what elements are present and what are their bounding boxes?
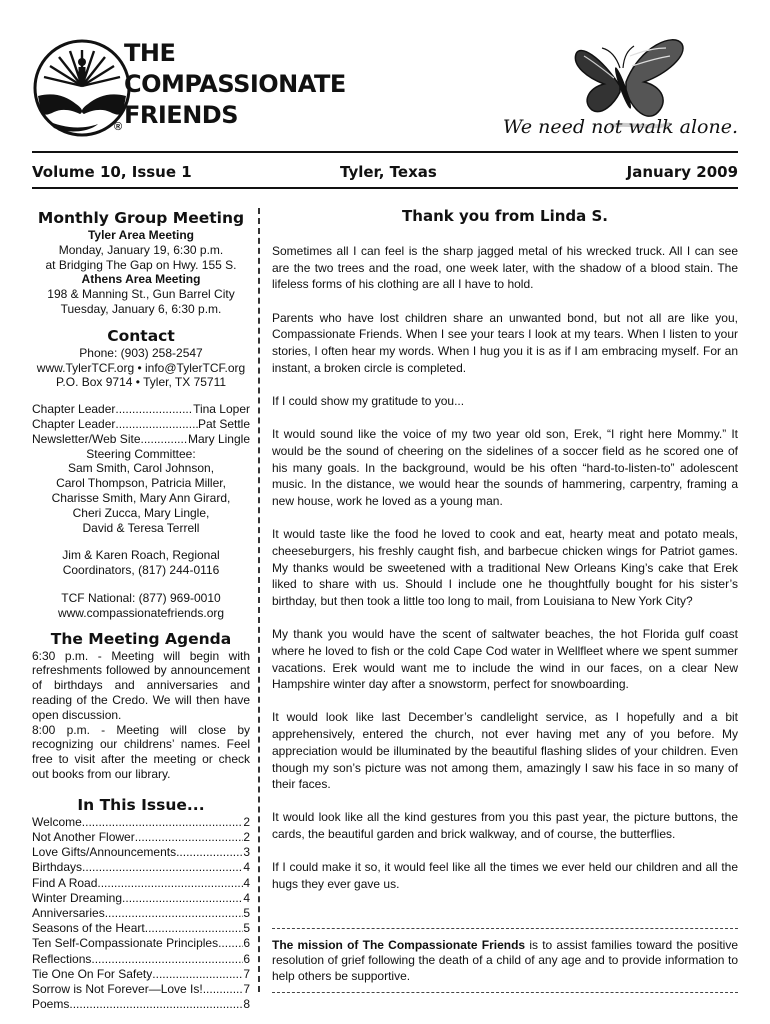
national-phone: TCF National: (877) 969-0010 [61,590,221,605]
contact-phone: Phone: (903) 258-2547 [79,345,203,360]
article-paragraph: It would taste like the food he loved to cook and eat, hearty meat and potato meals, cheeseburgers, his freshly caught fish, and barbecue chicken wings for Patriot games. My thanks would be sweetened with a traditional New Orleans King’s cake that Erek liked to share with us. Should I include one he thoughtfully bought for his sister’s birthday, but then took a little too long to mail, from Louisiana to New York City? [272,527,738,608]
org-name-line-2: COMPASSIONATE [124,70,346,98]
article-paragraph: My thank you would have the scent of saltwater beaches, the hot Florida gulf coast where he loved to fish or the cold Cape Cod water in Wellfleet where we spent summer vacations. Erek would want me to include the wind in our faces, on a clear New Hampshire winter day after a snowstorm, perfect for snowboarding. [272,627,738,692]
article-paragraph: Parents who have lost children share an unwanted bond, but not all are like you, Compassionate Friends. When I see your tears I look at my tears. When I listen to your stories, I often hear my words. When I hug you it is as if I am embracing myself. For an instant, a broken circle is completed. [272,310,738,375]
steering-line: David & Teresa Terrell [82,520,200,535]
national-web: www.compassionatefriends.org [57,605,225,620]
tyler-meeting-title: Tyler Area Meeting [87,228,195,242]
regional-line: Jim & Karen Roach, Regional [62,548,220,563]
article-title: Thank you from Linda S. [402,207,608,225]
toc-item: Love Gifts/Announcements ..... 3 [32,845,250,860]
toc-heading: In This Issue... [77,795,205,814]
tagline: We need not walk alone. [502,116,738,138]
column-divider [258,208,260,992]
regional-line: Coordinators, (817) 244-0116 [62,563,220,578]
location: Tyler, Texas [340,163,437,181]
article-paragraph: It would look like last December’s candlelight service, as I hopefully and a bit apprehensively, entered the church, not ever having met any of you before. My appreciation would be illuminated by the beautiful flashing slides of your children. Even though my son’s picture was not among them, amazingly I saw his face in so many of their faces. [272,710,738,792]
organization-name [124,38,404,131]
leader-row: Newsletter/Web Site ..... Mary Lingle [32,432,250,447]
mission-bottom-rule [272,992,738,993]
article-paragraph: If I could show my gratitude to you... [272,393,465,408]
athens-meeting-where: 198 & Manning St., Gun Barrel City [47,287,235,302]
meeting-heading: Monthly Group Meeting [37,209,245,227]
steering-title: Steering Committee: [86,446,196,461]
mission-top-rule [272,928,738,929]
contact-heading: Contact [107,326,175,345]
registered-mark: ® [114,121,123,133]
leader-row: Chapter Leader ..... Tina Loper [32,402,250,417]
mission-text: is to assist families toward the positive resolution of grief following the death of a child of any age and to provide information to help others be supportive. [272,938,739,983]
article-paragraph: It would sound like the voice of my two year old son, Erek, “I right here Mommy.” It would be the sound of cheering on the sidelines of a soccer field as he scored one of his many goals. In the background, would be his often “hard-to-listen-to” adolescent music. In the distance, we would hear the sounds of hammering, carpentry, framing a new house, work he loved as a young man. [272,427,738,508]
toc-item: Tie One On For Safety ..... 7 [32,967,250,982]
toc-item: Ten Self-Compassionate Principles ..... 6 [32,936,250,951]
volume-issue: Volume 10, Issue 1 [32,163,192,181]
mission-lead: The mission of The Compassionate Friends [272,938,526,952]
masthead-bottom-rule [32,187,738,189]
toc-item: Reflections ..... 6 [32,952,250,967]
leader-row: Chapter Leader ..... Pat Settle [32,417,250,432]
article-paragraph: It would look like all the kind gestures from you this past year, the picture buttons, the cards, the beautiful garden and brick walkway, and of course, the butterflies. [272,810,738,842]
tyler-meeting-where: at Bridging The Gap on Hwy. 155 S. [45,257,237,272]
agenda-text-2: 8:00 p.m. - Meeting will close by recognizing our childrens’ names. Feel free to visit after the meeting or check out books from our library. [32,722,250,781]
article [272,206,738,909]
masthead-top-rule [32,151,738,153]
steering-line: Sam Smith, Carol Johnson, [67,461,215,476]
org-name-line-3: FRIENDS [124,101,238,129]
mission-statement [272,938,738,984]
athens-meeting-title: Athens Area Meeting [81,272,201,287]
toc-item: Winter Dreaming ..... 4 [32,891,250,906]
toc-item: Poems ..... 8 [32,997,250,1012]
toc-item: Seasons of the Heart ..... 5 [32,921,250,936]
org-name-line-1: THE [124,39,176,67]
table-of-contents [32,815,250,1013]
toc-item: Welcome ..... 2 [32,815,250,830]
toc-item: Not Another Flower ..... 2 [32,830,250,845]
agenda-heading: The Meeting Agenda [50,629,232,648]
toc-item: Find A Road ..... 4 [32,876,250,891]
sidebar-column [32,208,250,1012]
article-paragraph: If I could make it so, it would feel like all the times we ever held our children and all the hugs they ever gave us. [272,860,738,892]
steering-line: Charisse Smith, Mary Ann Girard, [51,490,231,505]
contact-web: www.TylerTCF.org • info@TylerTCF.org [36,360,246,375]
steering-line: Cheri Zucca, Mary Lingle, [72,505,210,520]
contact-po-box: P.O. Box 9714 • Tyler, TX 75711 [55,375,227,390]
toc-item: Birthdays ..... 4 [32,860,250,875]
athens-meeting-when: Tuesday, January 6, 6:30 p.m. [60,301,222,316]
agenda-text-1: 6:30 p.m. - Meeting will begin with refreshments followed by announcement of birthdays and anniversaries and reading of the Credo. We will then have open discussion. [32,648,250,722]
issue-date: January 2009 [626,163,738,181]
tyler-meeting-when: Monday, January 19, 6:30 p.m. [58,242,224,257]
steering-line: Carol Thompson, Patricia Miller, [56,476,226,491]
toc-item: Sorrow is Not Forever—Love Is! ..... 7 [32,982,250,997]
toc-item: Anniversaries ..... 5 [32,906,250,921]
leaders-list [32,402,250,446]
article-paragraph: Sometimes all I can feel is the sharp jagged metal of his wrecked truck. All I can see are the two trees and the road, one week later, with the shadow of a blood stain. The lifeless forms of his clothing are all I have to hold. [272,244,738,292]
